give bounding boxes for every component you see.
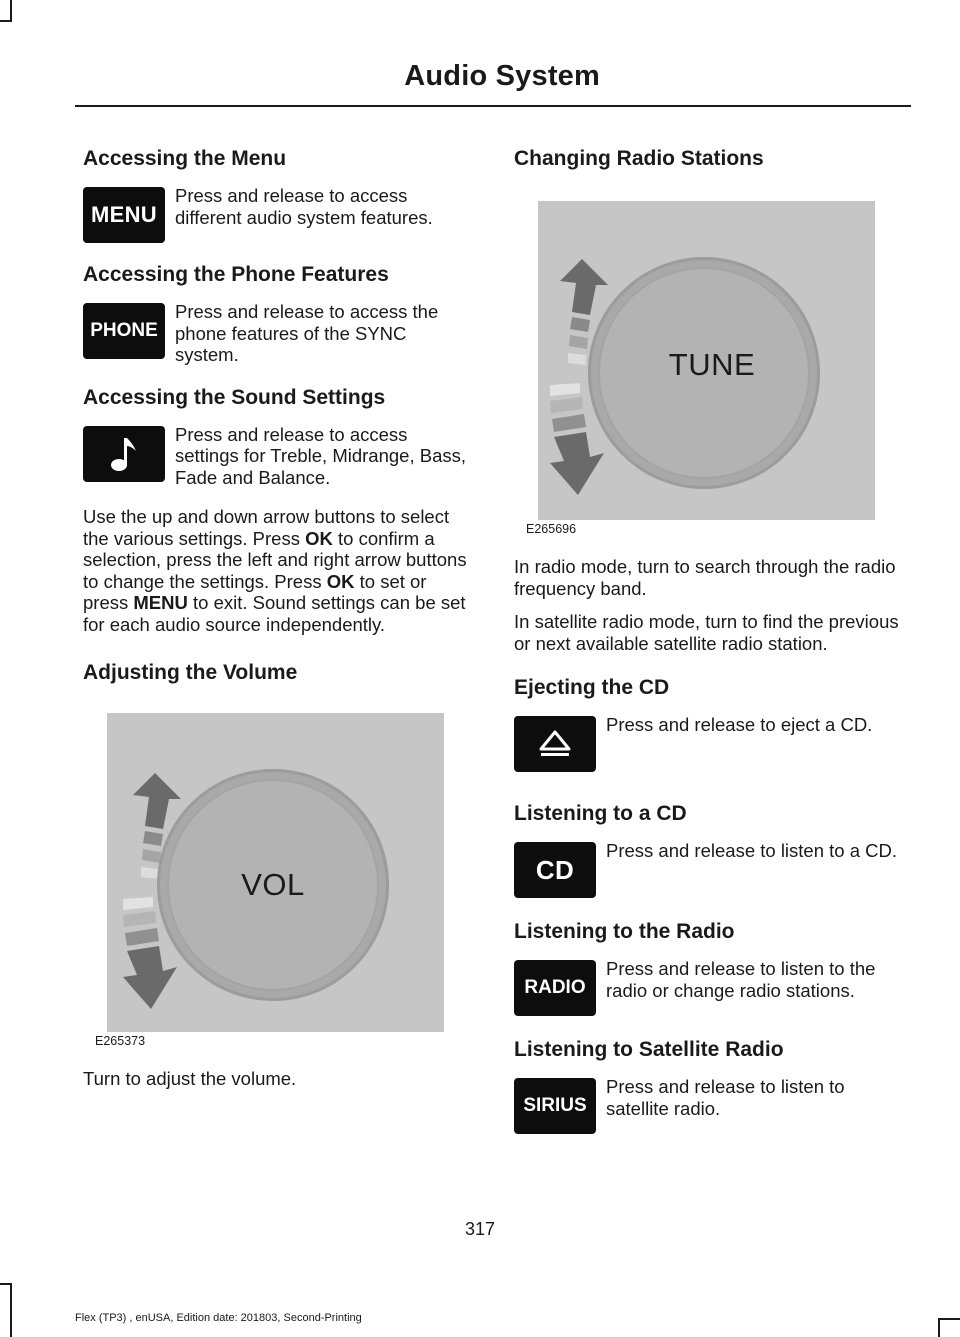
volume-knob bbox=[167, 779, 379, 991]
figure-code-vol: E265373 bbox=[95, 1034, 146, 1048]
cd-button-image: CD bbox=[514, 842, 596, 898]
section-heading-menu: Accessing the Menu bbox=[83, 147, 287, 170]
tune-para-satellite: In satellite radio mode, turn to find the previous or next available satellite radio station. bbox=[514, 611, 899, 654]
menu-description: Press and release to access different audio system features. bbox=[175, 185, 433, 228]
crop-mark bbox=[10, 1283, 12, 1337]
section-heading-phone: Accessing the Phone Features bbox=[83, 263, 389, 286]
crop-mark bbox=[938, 1318, 940, 1337]
phone-button-image: PHONE bbox=[83, 303, 165, 359]
crop-mark bbox=[10, 0, 12, 22]
ok-keyword: OK bbox=[326, 570, 355, 592]
page-number: 317 bbox=[464, 1219, 496, 1239]
eject-icon bbox=[538, 729, 572, 759]
crop-mark bbox=[938, 1318, 960, 1320]
tune-knob bbox=[598, 267, 810, 479]
music-note-icon bbox=[109, 435, 139, 473]
cd-item bbox=[514, 840, 906, 898]
right-column bbox=[514, 145, 906, 1152]
section-heading-cd: Listening to a CD bbox=[514, 802, 687, 825]
section-heading-tune: Changing Radio Stations bbox=[514, 147, 764, 170]
section-heading-volume: Adjusting the Volume bbox=[83, 661, 298, 684]
edition-info: Flex (TP3) , enUSA, Edition date: 201803, Second-Printing bbox=[75, 1312, 362, 1324]
menu-item bbox=[83, 185, 475, 243]
sirius-description: Press and release to listen to satellite radio. bbox=[606, 1076, 845, 1119]
section-heading-sound: Accessing the Sound Settings bbox=[83, 385, 386, 409]
left-column bbox=[83, 145, 475, 1102]
figure-code-tune: E265696 bbox=[526, 522, 577, 536]
volume-knob-figure bbox=[107, 713, 444, 1032]
cd-description: Press and release to listen to a CD. bbox=[606, 840, 898, 861]
crop-mark bbox=[0, 20, 12, 22]
tune-para-radio: In radio mode, turn to search through the radio frequency band. bbox=[514, 556, 896, 599]
section-heading-sirius: Listening to Satellite Radio bbox=[514, 1038, 784, 1061]
page-title: Audio System bbox=[404, 60, 600, 92]
sound-item bbox=[83, 424, 475, 489]
vol-label: VOL bbox=[241, 867, 305, 902]
tune-label: TUNE bbox=[668, 347, 756, 382]
header-rule bbox=[75, 105, 911, 107]
sound-button-image bbox=[83, 426, 165, 482]
menu-button-image: MENU bbox=[83, 187, 165, 243]
sound-description: Press and release to access settings for Treble, Midrange, Bass, Fade and Balance. bbox=[175, 423, 466, 488]
phone-description: Press and release to access the phone features of the SYNC system. bbox=[175, 301, 439, 365]
volume-caption: Turn to adjust the volume. bbox=[83, 1068, 297, 1089]
ok-keyword: OK bbox=[305, 527, 333, 549]
sirius-item bbox=[514, 1076, 906, 1134]
phone-item bbox=[83, 301, 475, 366]
radio-button-image: RADIO bbox=[514, 960, 596, 1016]
eject-item bbox=[514, 714, 906, 772]
radio-item bbox=[514, 958, 906, 1016]
eject-description: Press and release to eject a CD. bbox=[606, 714, 873, 735]
crop-mark bbox=[0, 1283, 12, 1285]
eject-button-image bbox=[514, 716, 596, 772]
sirius-button-image: SIRIUS bbox=[514, 1078, 596, 1134]
section-heading-radio: Listening to the Radio bbox=[514, 920, 735, 943]
section-heading-eject: Ejecting the CD bbox=[514, 676, 670, 699]
menu-keyword: MENU bbox=[133, 592, 188, 613]
tune-knob-figure bbox=[538, 201, 875, 520]
sound-instructions: Use the up and down arrow buttons to select the various settings. Press OK to confirm a selection, press the left and right arrow buttons to change the settings. Press OK to set or press MENU to exit. Sound settings can be set for each audio source independently. bbox=[83, 506, 467, 635]
radio-description: Press and release to listen to the radio or change radio stations. bbox=[606, 958, 876, 1001]
